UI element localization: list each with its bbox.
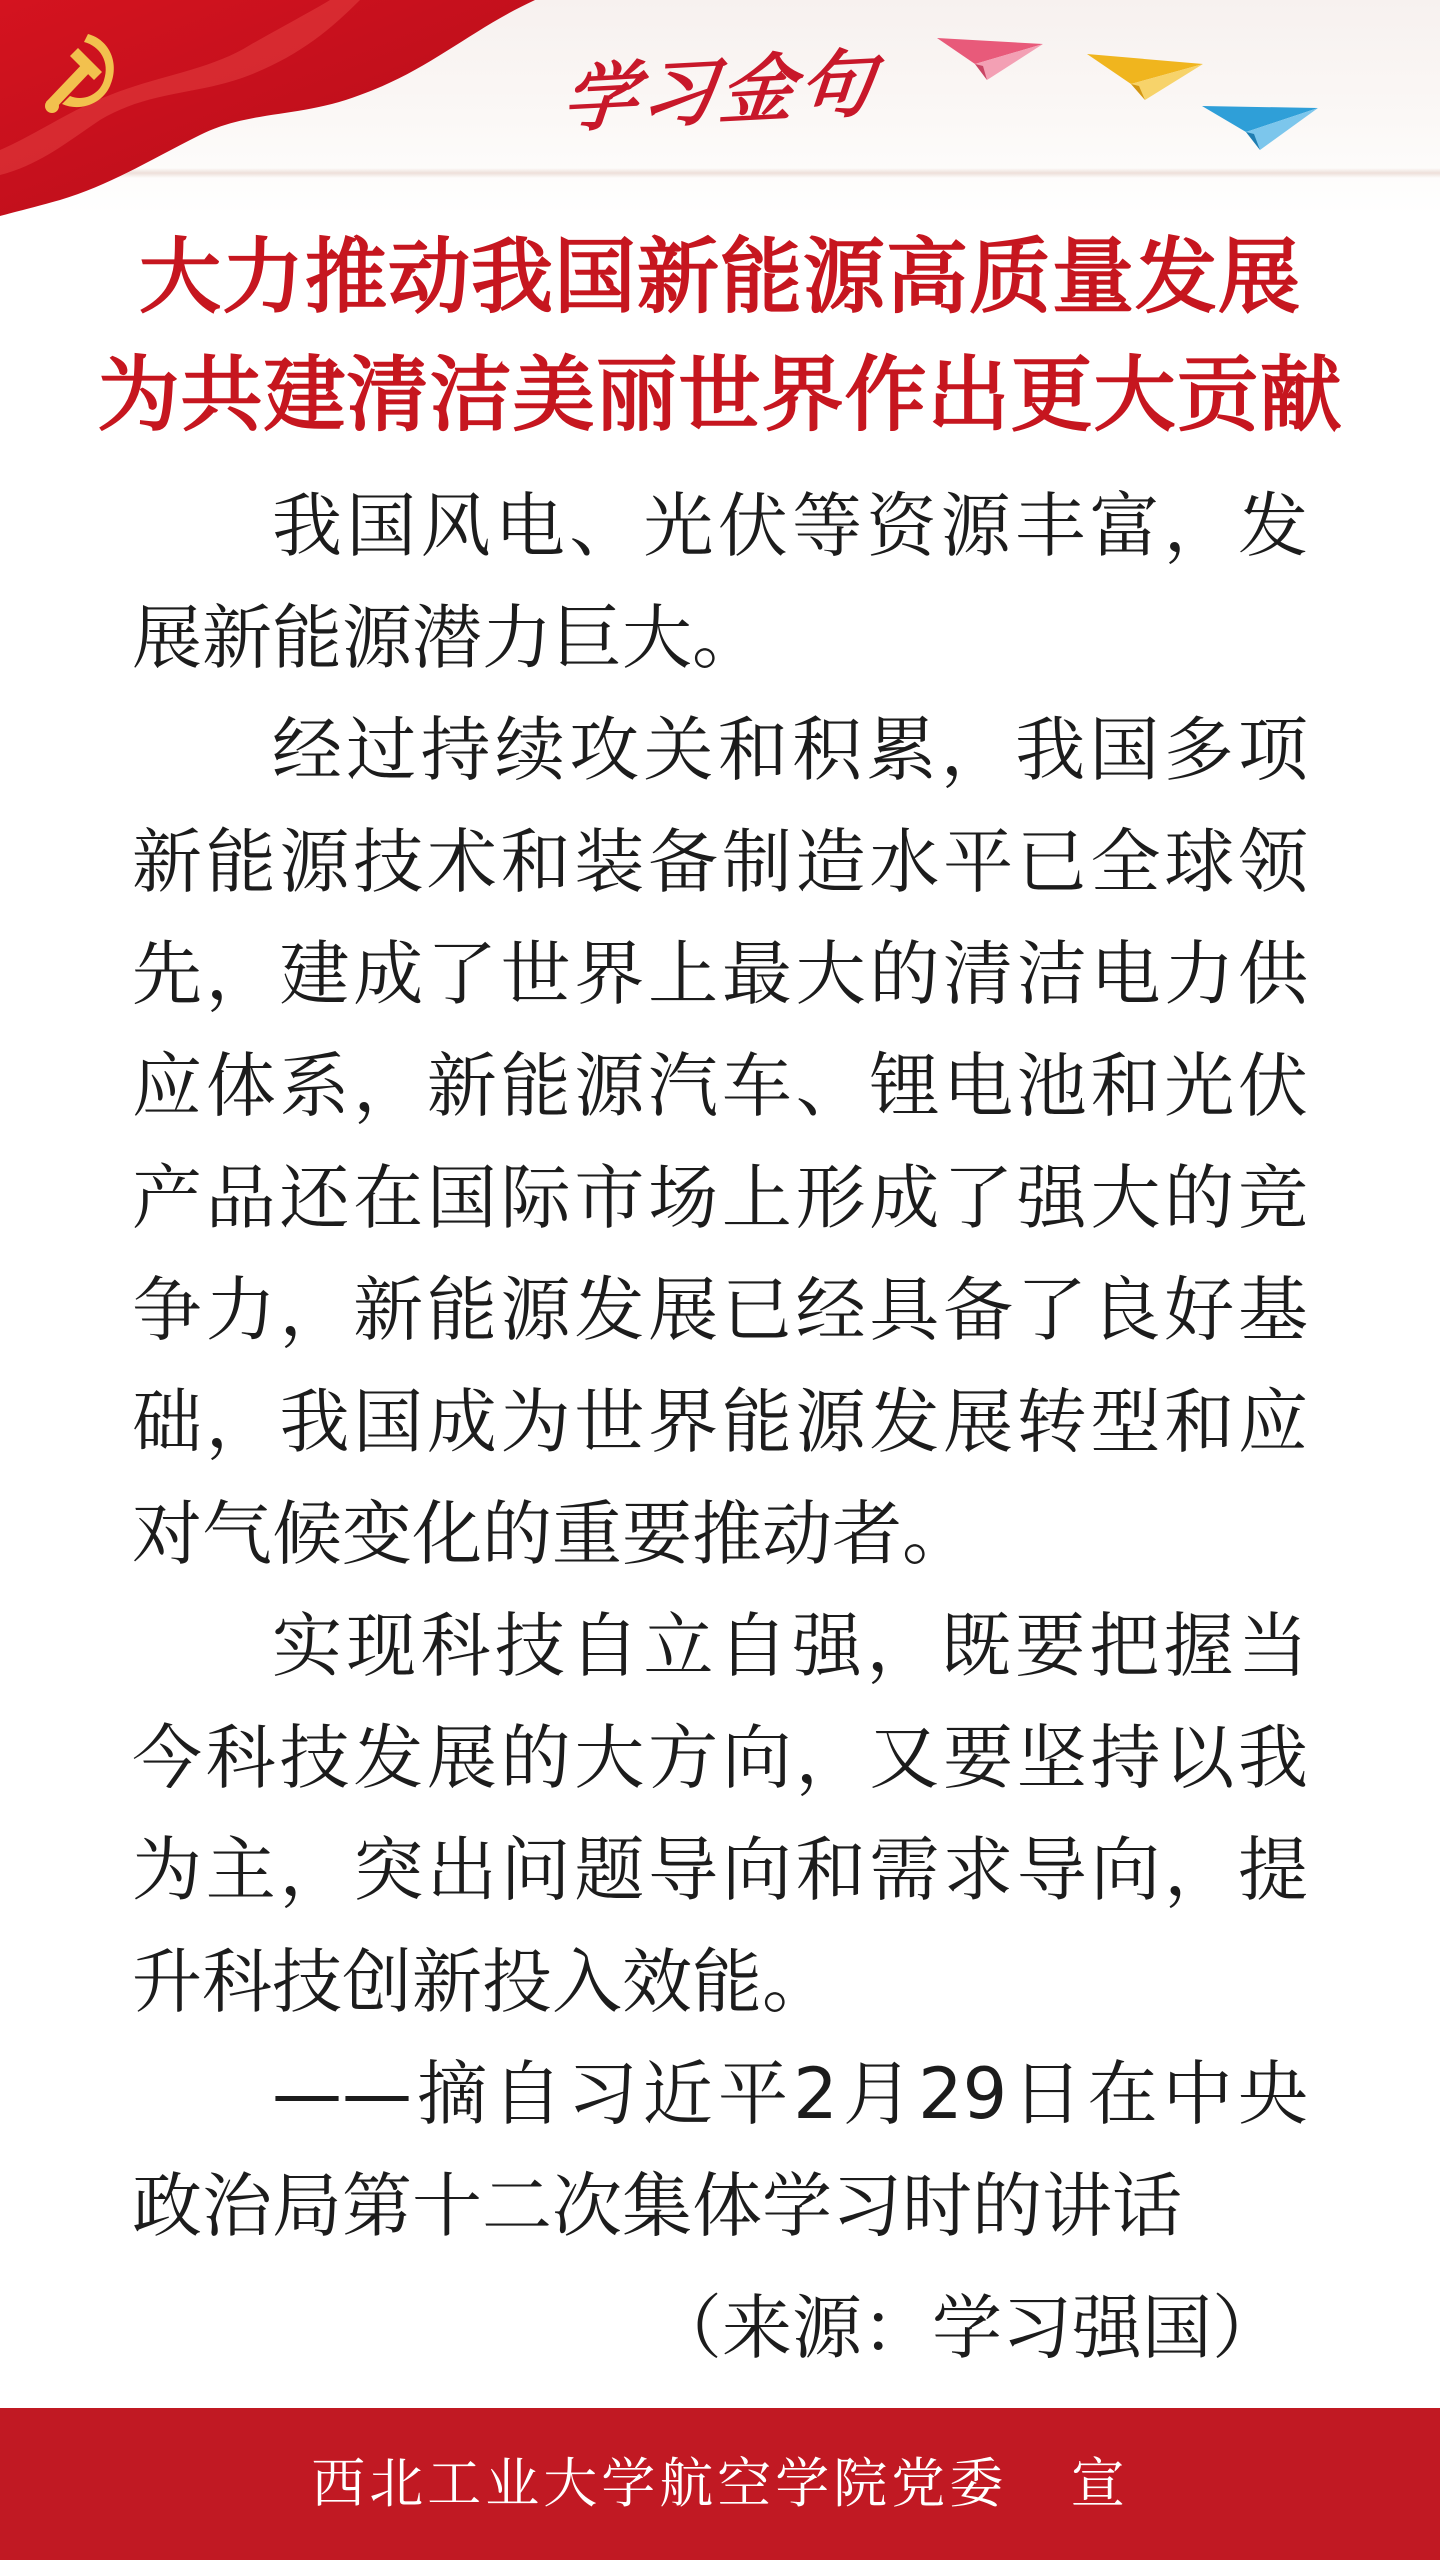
party-emblem-icon: [28, 22, 128, 122]
paper-plane-yellow-icon: [1085, 48, 1205, 108]
body-paragraph-2: 经过持续攻关和积累，我国多项新能源技术和装备制造水平已全球领先，建成了世界上最大的清洁电力供应体系，新能源汽车、锂电池和光伏产品还在国际市场上形成了强大的竞争力，新能源发展已经具备了良好基础，我国成为世界能源发展转型和应对气候变化的重要推动者。: [132, 709, 1308, 1575]
page-footer: [0, 2408, 1440, 2560]
footer-publisher: 西北工业大学航空学院党委 宣: [311, 2452, 1129, 2515]
source-note: （来源：学习强国）: [652, 2287, 1282, 2369]
headline-line-2: 为共建清洁美丽世界作出更大贡献: [97, 347, 1343, 443]
paper-plane-pink-icon: [935, 30, 1045, 90]
calligraphy-title: 学习金句: [559, 40, 881, 144]
paper-plane-blue-icon: [1200, 98, 1320, 158]
quote-attribution: ——摘自习近平2月29日在中央政治局第十二次集体学习时的讲话: [132, 2053, 1308, 2247]
body-paragraph-3: 实现科技自立自强，既要把握当今科技发展的大方向，又要坚持以我为主，突出问题导向和需求导向，提升科技创新投入效能。: [132, 1605, 1308, 2023]
body-paragraph-1: 我国风电、光伏等资源丰富，发展新能源潜力巨大。: [132, 485, 1308, 679]
headline-line-1: 大力推动我国新能源高质量发展: [138, 229, 1301, 325]
article-headline: [0, 218, 1440, 454]
article-body: [132, 470, 1308, 2262]
